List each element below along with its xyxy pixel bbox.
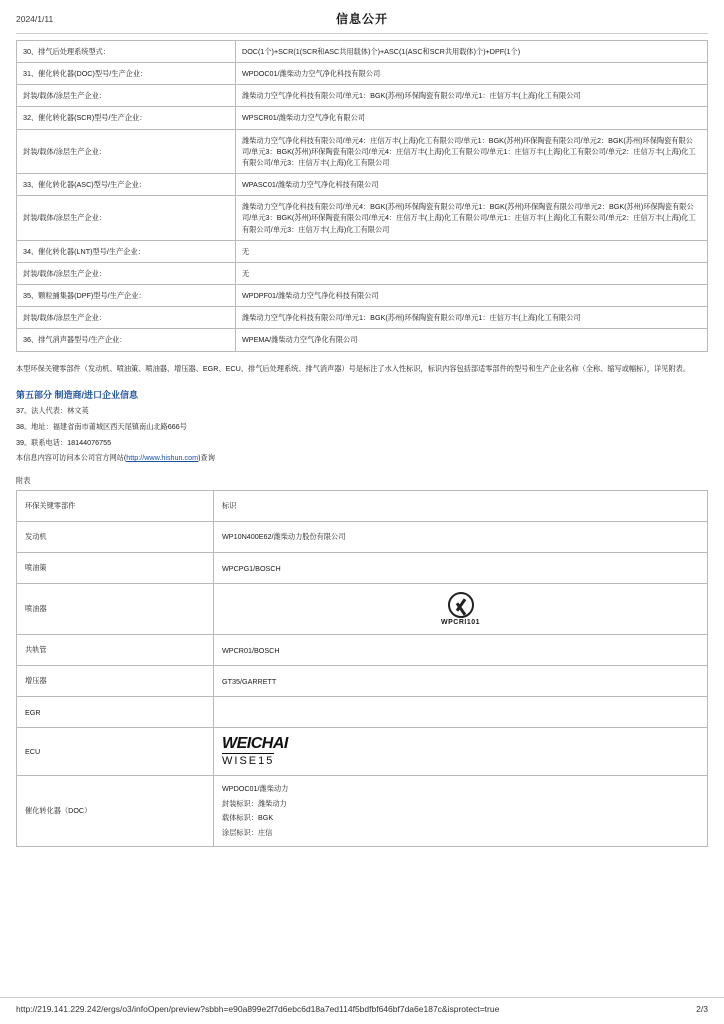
spec-label: 35、颗粒捕集器(DPF)型号/生产企业： [17,285,236,307]
attachment-label: 附表 [16,476,31,486]
spec-value: DOC(1个)+SCR(1(SCR和ASC共用载体)个)+ASC(1(ASC和SCR共用载体)个)+DPF(1个) [236,41,708,63]
table-row [17,240,708,262]
address-line: 38。地址：福建省南市莆城区西天尾镇南山北路666号 [16,421,187,431]
document-footer [0,997,724,1024]
table-row [17,285,708,307]
spec-value: 无 [236,240,708,262]
attach-part-mark: GT35/GARRETT [214,666,708,697]
table-row [17,41,708,63]
attach-part-name: 发动机 [17,522,214,553]
attach-part-name: 催化转化器（DOC） [17,776,214,847]
footer-url: http://219.141.229.242/ergs/o3/infoOpen/preview?sbbh=e90a899e2f7d6ebc6d18a7ed114f5bdfbf646bf7da6e187c&isprotect=true [16,1004,500,1014]
attach-header-part: 环保关键零部件 [17,491,214,522]
website-note-suffix: )查询 [198,453,215,463]
spec-value: 潍柴动力空气净化科技有限公司/单元1：BGK(苏州)环保陶瓷有限公司/单元1：庄信万丰(上海)化工有限公司 [236,85,708,107]
spec-table [16,40,708,352]
website-note-prefix: 本信息内容可访问本公司官方网站( [16,453,127,463]
table-row [17,85,708,107]
spec-label: 36、排气消声器型号/生产企业： [17,329,236,351]
spec-value: WPDOC01/潍柴动力空气净化科技有限公司 [236,63,708,85]
attach-part-name: 增压器 [17,666,214,697]
document-header [0,0,724,33]
attach-part-name: 喷油策 [17,553,214,584]
spec-label: 32、催化转化器(SCR)型号/生产企业： [17,107,236,129]
website-note [16,450,708,466]
table-row [17,262,708,284]
spec-label: 31、催化转化器(DOC)型号/生产企业： [17,63,236,85]
doc-mark-lines [222,782,699,840]
attach-part-name: EGR [17,697,214,728]
spec-label: 封装/载体/涂层生产企业： [17,262,236,284]
table-row [17,63,708,85]
document-content [0,40,724,847]
table-row [17,697,708,728]
spec-label: 封装/载体/涂层生产企业： [17,85,236,107]
attach-header-mark: 标识 [214,491,708,522]
attach-part-mark [214,728,708,776]
table-row [17,307,708,329]
legal-representative-line: 37。法人代表：林文英 [16,405,89,415]
spec-label: 34、催化转化器(LNT)型号/生产企业： [17,240,236,262]
table-row [17,329,708,351]
doc-mark-package: 封装标识：潍柴动力 [222,798,287,808]
table-row [17,584,708,635]
attachment-table [16,490,708,847]
table-header-row [17,491,708,522]
table-row [17,196,708,240]
weichai-wordmark: WEICHAI [222,735,288,753]
spec-value: WPSCR01/潍柴动力空气净化有限公司 [236,107,708,129]
table-row [17,635,708,666]
spec-value: 无 [236,262,708,284]
table-row [17,522,708,553]
table-row [17,776,708,847]
header-divider [16,33,708,34]
attach-part-mark [214,697,708,728]
attach-part-name: 喷油器 [17,584,214,635]
table-row [17,129,708,173]
header-date: 2024/1/11 [16,13,54,24]
attach-part-mark: WP10N400E62/潍柴动力股份有限公司 [214,522,708,553]
attach-part-mark [214,584,708,635]
table-row [17,174,708,196]
attach-part-name: 共轨管 [17,635,214,666]
weichai-logo [222,734,699,769]
attach-part-mark: WPCR01/BOSCH [214,635,708,666]
spec-value: 潍柴动力空气净化科技有限公司/单元1：BGK(苏州)环保陶瓷有限公司/单元1：庄信万丰(上海)化工有限公司 [236,307,708,329]
spec-value: 潍柴动力空气净化科技有限公司/单元4：BGK(苏州)环保陶瓷有限公司/单元1：BGK(苏州)环保陶瓷有限公司/单元2：BGK(苏州)环保陶瓷有限公司/单元3：BGK(苏州)环保陶瓷有限公司/单元4：庄信万丰(上海)化工有限公司/单元1：庄信万丰(上海)化工有限公司/单元2：庄信万丰(上海)化工有限公司/单元3：庄信万丰(上海)化工有限公司 [236,196,708,240]
spec-value: WPDPF01/潍柴动力空气净化科技有限公司 [236,285,708,307]
table-row [17,553,708,584]
table-row [17,728,708,776]
phone-line: 39。联系电话：18144076755 [16,437,112,447]
spec-label: 封装/载体/涂层生产企业： [17,307,236,329]
spec-label: 封装/载体/涂层生产企业： [17,129,236,173]
injector-code: WPCRI101 [440,619,480,627]
page-title: 信息公开 [335,12,388,26]
doc-mark-model: WPDOC01/潍柴动力 [222,784,289,794]
bosch-emblem-icon [448,592,474,618]
doc-mark-coating: 涂层标识：庄信 [222,827,273,837]
spec-label: 30、排气后处理系统型式： [17,41,236,63]
spec-value: 潍柴动力空气净化科技有限公司/单元4：庄信万丰(上海)化工有限公司/单元1：BGK(苏州)环保陶瓷有限公司/单元2：BGK(苏州)环保陶瓷有限公司/单元3：BGK(苏州)环保陶瓷有限公司/单元4：庄信万丰(上海)化工有限公司/单元1：庄信万丰(上海)化工有限公司/单元2：庄信万丰(上海)化工有限公司/单元3：庄信万丰(上海)化工有限公司 [236,129,708,173]
doc-mark-substrate: 载体标识：BGK [222,813,274,823]
spec-value: WPEMA/潍柴动力空气净化有限公司 [236,329,708,351]
bosch-logo [222,590,699,628]
attach-part-mark: WPCPG1/BOSCH [214,553,708,584]
section-title-part5: 第五部分 制造商/进口企业信息 [16,389,139,400]
spec-value: WPASC01/潍柴动力空气净化科技有限公司 [236,174,708,196]
spec-label: 33、催化转化器(ASC)型号/生产企业： [17,174,236,196]
attach-part-mark [214,776,708,847]
table-row [17,666,708,697]
weichai-ecu-model: WISE15 [222,755,275,768]
attach-part-name: ECU [17,728,214,776]
spec-note: 本型环保关键零部件（发动机、喷油策、喷油器、增压器、EGR、ECU、排气后处理系统、排气消声器）号是标注了水入性标识，标识内容包括部适零部件的型号和生产企业名称（全称、缩写或幅标），详见附表。 [16,363,691,373]
table-row [17,107,708,129]
company-website-link[interactable]: http://www.hishun.com [126,453,199,463]
spec-label: 封装/载体/涂层生产企业： [17,196,236,240]
page-number: 2/3 [696,1004,708,1014]
